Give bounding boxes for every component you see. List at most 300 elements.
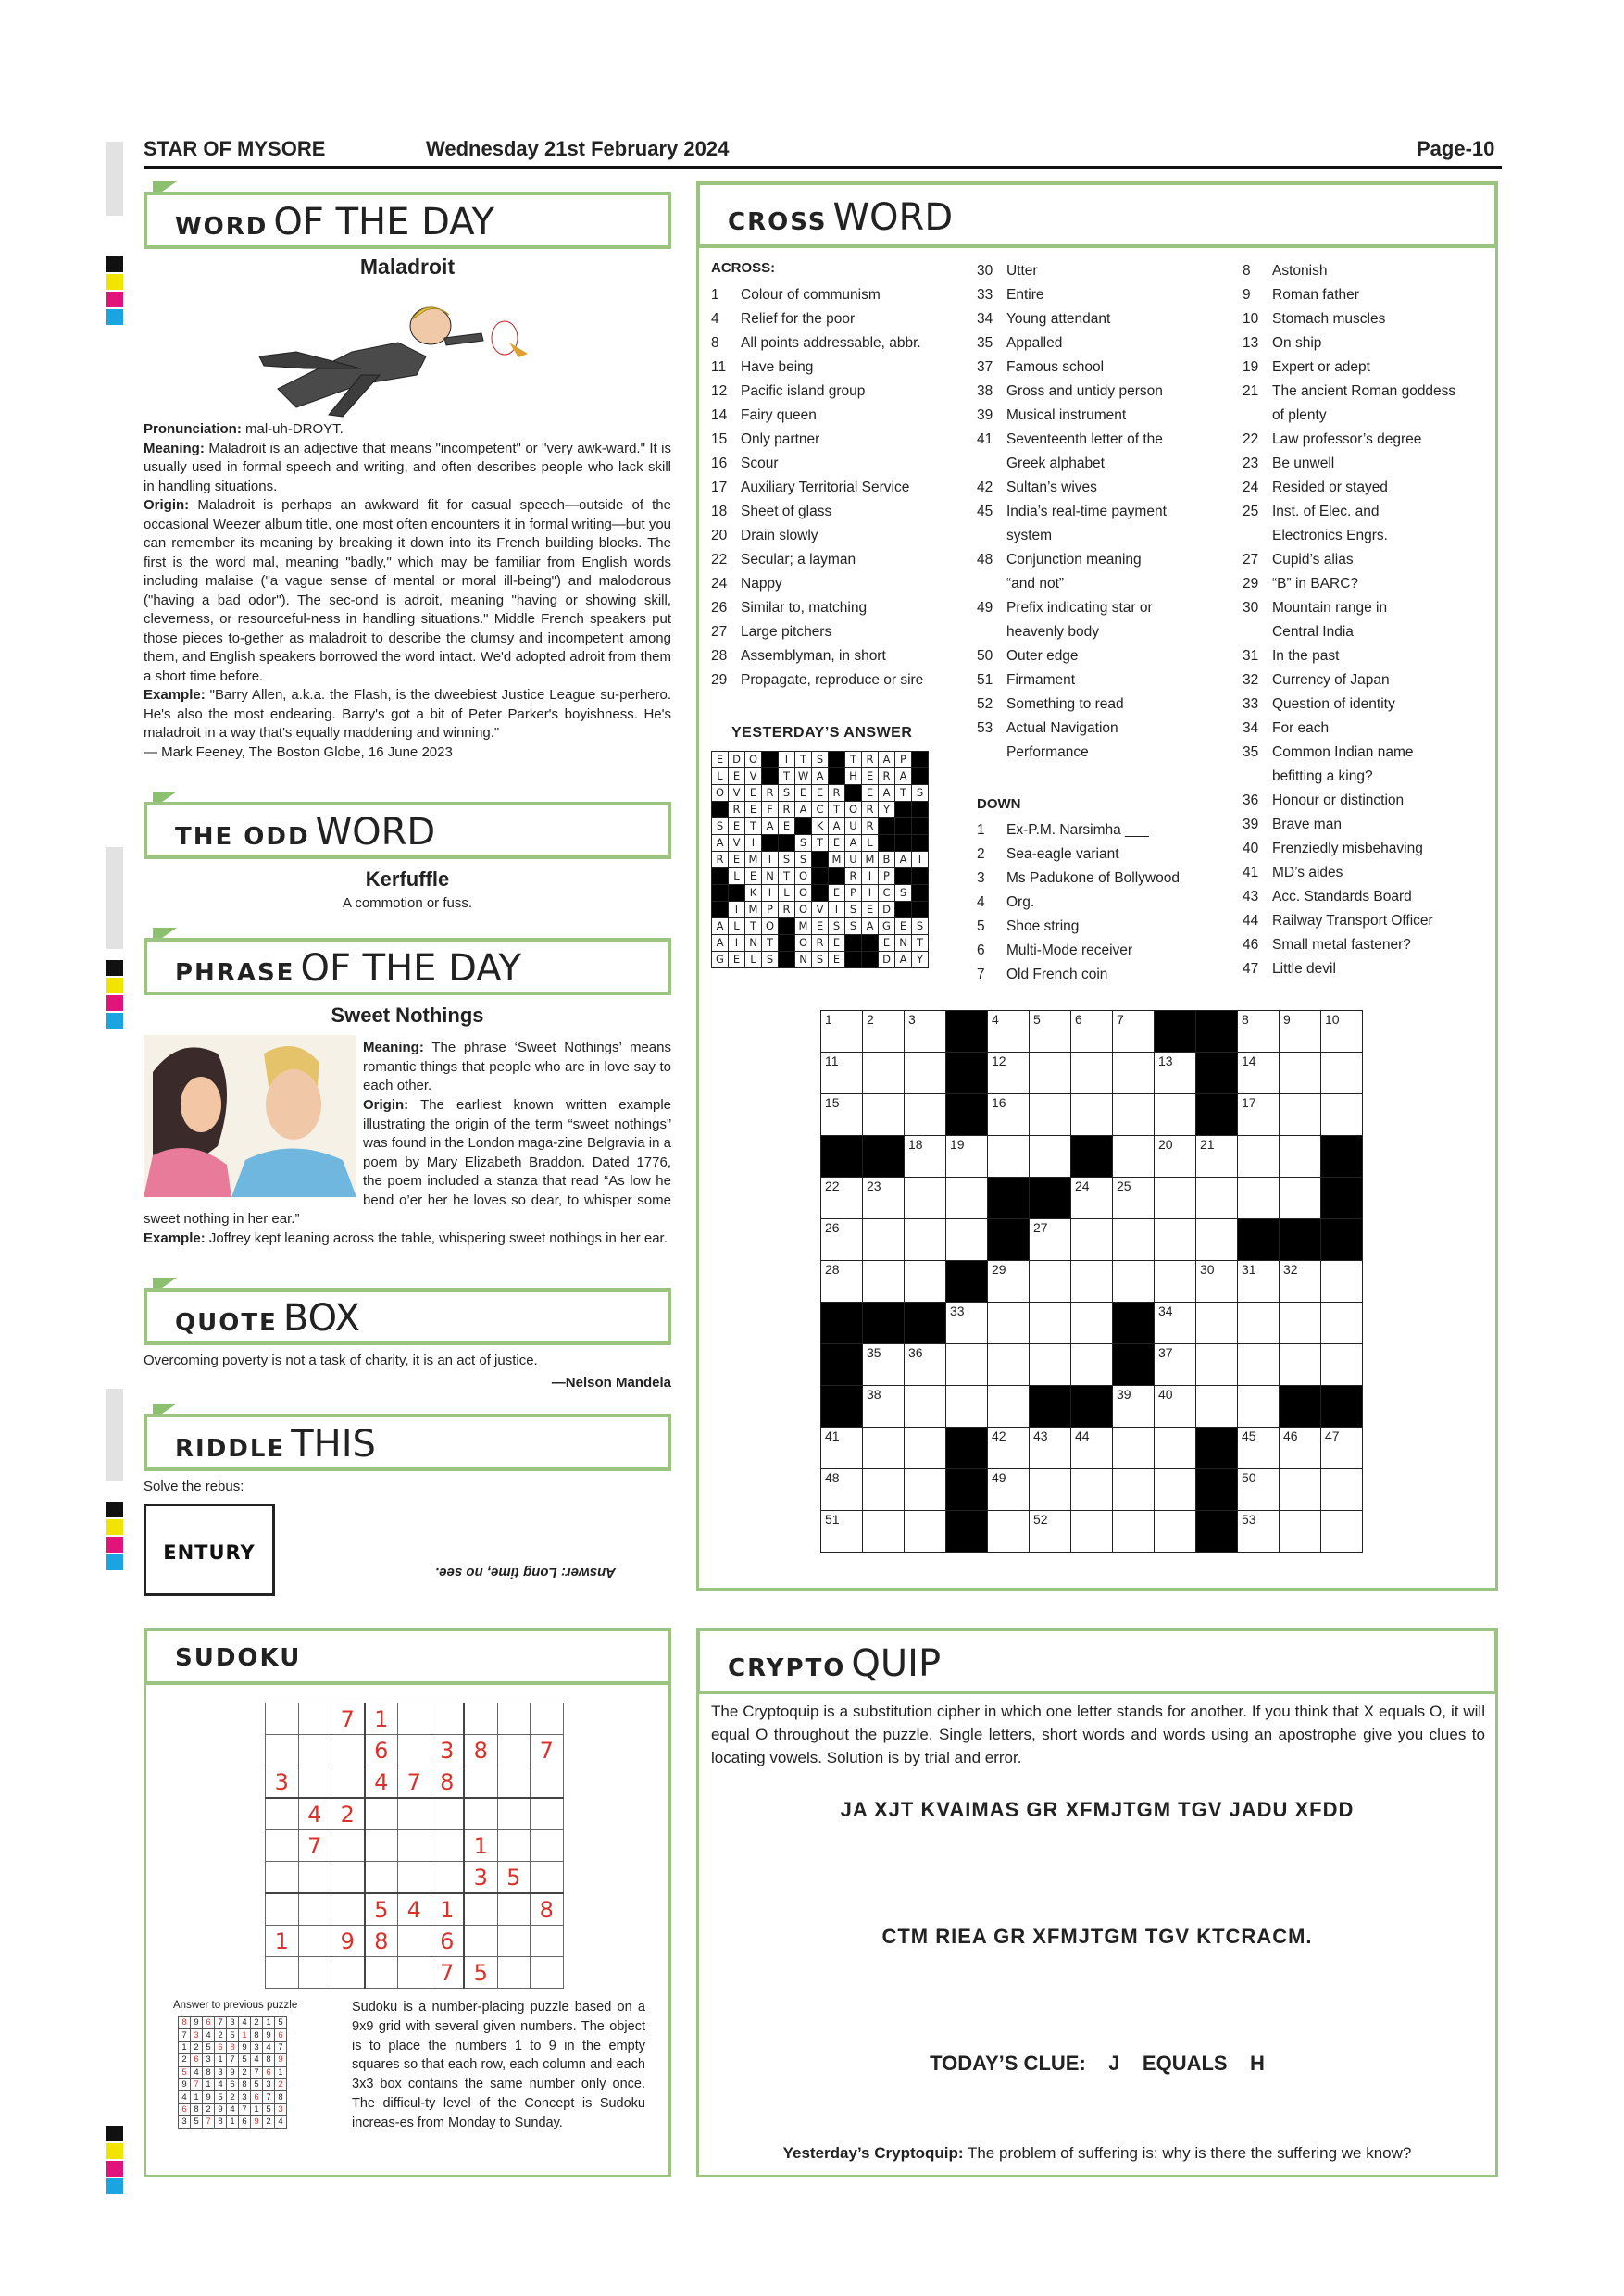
sudoku-answer-cell: 8 — [275, 2091, 287, 2103]
crossword-cell[interactable] — [1196, 1344, 1238, 1386]
clue-number: 20 — [711, 528, 728, 543]
crossword-cell[interactable] — [1196, 1303, 1238, 1344]
crossword-cell[interactable] — [863, 1094, 905, 1136]
crossword-cell[interactable] — [1113, 1261, 1155, 1303]
sudoku-cell[interactable] — [531, 1766, 564, 1799]
sudoku-cell[interactable] — [531, 1830, 564, 1862]
sudoku-cell[interactable] — [266, 1893, 299, 1926]
sudoku-cell[interactable] — [298, 1862, 331, 1894]
clue-row — [977, 644, 1167, 668]
cell-number: 7 — [1117, 1012, 1124, 1027]
crossword-cell[interactable] — [1280, 1428, 1321, 1469]
sudoku-cell: 7 — [298, 1830, 331, 1862]
crossword-cell[interactable] — [1155, 1094, 1196, 1136]
crossword-block — [905, 1303, 946, 1344]
clue-row — [1243, 307, 1455, 331]
clue-number: 29 — [711, 672, 728, 688]
crossword-cell[interactable] — [1321, 1469, 1363, 1511]
crossword-cell[interactable] — [821, 1511, 863, 1553]
registration-mark — [106, 978, 123, 993]
clue-row — [1243, 717, 1455, 741]
crossword-cell[interactable] — [821, 1219, 863, 1261]
crossword-cell[interactable] — [988, 1386, 1030, 1428]
crossword-cell[interactable] — [1030, 1094, 1071, 1136]
crossword-cell[interactable] — [863, 1011, 905, 1053]
crossword-cell[interactable] — [988, 1303, 1030, 1344]
sudoku-cell[interactable] — [266, 1830, 299, 1862]
crossword-cell[interactable] — [1280, 1178, 1321, 1219]
clue-row — [977, 283, 1167, 307]
sudoku-cell: 8 — [431, 1766, 464, 1799]
sudoku-answer-cell: 1 — [251, 2103, 263, 2115]
crossword-cell[interactable] — [1071, 1011, 1113, 1053]
crossword-cell[interactable] — [905, 1344, 946, 1386]
crossword-cell[interactable] — [1280, 1469, 1321, 1511]
crossword-cell[interactable] — [863, 1053, 905, 1094]
sudoku-answer-cell: 4 — [263, 2041, 275, 2053]
answer-letter: S — [912, 918, 929, 935]
sudoku-cell[interactable] — [497, 1957, 531, 1989]
meaning-text: Maladroit is an adjective that means "incompetent" or "very awk-ward." It is usually used in formal speech and writing, and often describes people who lack skill in handling situations. — [144, 440, 671, 494]
sudoku-cell[interactable] — [464, 1893, 497, 1926]
sudoku-cell[interactable] — [497, 1703, 531, 1735]
crossword-cell[interactable] — [1196, 1136, 1238, 1178]
sudoku-cell[interactable] — [531, 1957, 564, 1989]
cell-number: 43 — [1033, 1429, 1048, 1443]
clue-text: Nappy — [741, 576, 782, 592]
crossword-cell[interactable] — [863, 1178, 905, 1219]
crossword-cell[interactable] — [1280, 1261, 1321, 1303]
answer-letter: E — [729, 852, 745, 868]
crossword-cell[interactable] — [988, 1053, 1030, 1094]
crossword-cell[interactable] — [863, 1428, 905, 1469]
sudoku-cell[interactable] — [497, 1766, 531, 1799]
registration-mark — [106, 2161, 123, 2177]
sudoku-answer-cell: 1 — [227, 2116, 239, 2128]
crossword-cell[interactable] — [1155, 1428, 1196, 1469]
clue-text: Railway Transport Officer — [1272, 913, 1433, 929]
crossword-cell[interactable] — [946, 1386, 988, 1428]
sudoku-cell: 5 — [464, 1957, 497, 1989]
crossword-cell[interactable] — [1238, 1511, 1280, 1553]
registration-mark — [106, 274, 123, 290]
answer-block — [712, 902, 729, 918]
sudoku-cell[interactable] — [464, 1798, 497, 1830]
crossword-cell[interactable] — [1155, 1053, 1196, 1094]
answer-letter: T — [762, 935, 779, 952]
answer-letter: T — [812, 835, 829, 852]
sudoku-cell[interactable] — [398, 1957, 431, 1989]
crossword-cell[interactable] — [905, 1469, 946, 1511]
crossword-cell[interactable] — [905, 1094, 946, 1136]
answer-letter: M — [862, 852, 879, 868]
sudoku-answer-cell: 4 — [239, 2017, 251, 2029]
sudoku-cell[interactable] — [431, 1830, 464, 1862]
crossword-cell[interactable] — [1321, 1094, 1363, 1136]
crossword-cell[interactable] — [1321, 1261, 1363, 1303]
sudoku-cell[interactable] — [431, 1862, 464, 1894]
sudoku-cell[interactable] — [398, 1703, 431, 1735]
crossword-cell[interactable] — [1280, 1011, 1321, 1053]
example-text: "Barry Allen, a.k.a. the Flash, is the dweebiest Justice League su-perhero. He's also the most endearing. Barry's got a bit of Peter Parker's boyishness. He's maladroit in a way that's equally maddening and winning." — [144, 687, 672, 741]
sudoku-cell[interactable] — [298, 1703, 331, 1735]
sudoku-answer-cell: 2 — [239, 2066, 251, 2078]
answer-letter: A — [712, 835, 729, 852]
clue-text: Cupid’s alias — [1272, 552, 1354, 568]
cell-number: 22 — [825, 1179, 840, 1193]
clue-text: Shoe string — [1006, 918, 1080, 934]
sudoku-cell[interactable] — [298, 1735, 331, 1766]
crossword-cell[interactable] — [1113, 1511, 1155, 1553]
crossword-cell[interactable] — [1155, 1136, 1196, 1178]
sudoku-cell[interactable] — [365, 1957, 398, 1989]
sudoku-cell[interactable] — [431, 1798, 464, 1830]
sudoku-cell[interactable] — [464, 1926, 497, 1957]
crossword-cell[interactable] — [1113, 1136, 1155, 1178]
sudoku-cell[interactable] — [298, 1893, 331, 1926]
sudoku-answer-cell: 1 — [275, 2066, 287, 2078]
crossword-cell[interactable] — [1071, 1094, 1113, 1136]
clue-row — [977, 307, 1167, 331]
clue-number: 33 — [1243, 696, 1259, 712]
registration-mark — [106, 256, 123, 272]
label: Example: — [144, 1229, 206, 1246]
crossword-cell[interactable] — [1113, 1428, 1155, 1469]
clue-row — [977, 939, 1180, 963]
crossword-cell[interactable] — [905, 1136, 946, 1178]
sudoku-cell[interactable] — [497, 1830, 531, 1862]
clue-number: 39 — [1243, 817, 1259, 832]
crossword-cell[interactable] — [1238, 1136, 1280, 1178]
crossword-cell[interactable] — [946, 1219, 988, 1261]
crossword-cell[interactable] — [1321, 1428, 1363, 1469]
sudoku-cell[interactable] — [365, 1830, 398, 1862]
sudoku-cell[interactable] — [431, 1703, 464, 1735]
crossword-cell[interactable] — [1030, 1428, 1071, 1469]
crossword-cell[interactable] — [1113, 1469, 1155, 1511]
crossword-cell[interactable] — [1030, 1261, 1071, 1303]
sudoku-cell[interactable] — [464, 1703, 497, 1735]
answer-block — [795, 818, 812, 835]
crossword-cell[interactable] — [821, 1428, 863, 1469]
sudoku-cell[interactable] — [497, 1893, 531, 1926]
answer-letter: O — [795, 868, 812, 885]
sudoku-cell[interactable] — [365, 1798, 398, 1830]
crossword-cell[interactable] — [1113, 1178, 1155, 1219]
answer-letter: S — [845, 918, 862, 935]
crossword-cell[interactable] — [1113, 1219, 1155, 1261]
crossword-block — [1196, 1094, 1238, 1136]
crossword-cell[interactable] — [1071, 1219, 1113, 1261]
crossword-cell[interactable] — [1155, 1344, 1196, 1386]
crossword-cell[interactable] — [1071, 1303, 1113, 1344]
sudoku-cell[interactable] — [464, 1766, 497, 1799]
clue-text: Roman father — [1272, 287, 1359, 303]
crossword-cell[interactable] — [988, 1428, 1030, 1469]
answer-letter: A — [845, 835, 862, 852]
crossword-cell[interactable] — [946, 1136, 988, 1178]
sudoku-answer-cell: 5 — [275, 2017, 287, 2029]
registration-mark — [106, 1537, 123, 1553]
yesterday-answer-grid — [711, 751, 929, 968]
crossword-block — [1321, 1136, 1363, 1178]
crossword-cell[interactable] — [1238, 1303, 1280, 1344]
crossword-cell[interactable] — [988, 1136, 1030, 1178]
clue-text: system — [1006, 528, 1053, 543]
sudoku-cell[interactable] — [266, 1862, 299, 1894]
crossword-cell[interactable] — [1155, 1178, 1196, 1219]
crossword-cell[interactable] — [905, 1511, 946, 1553]
crossword-cell[interactable] — [1321, 1011, 1363, 1053]
clue-text: Electronics Engrs. — [1272, 528, 1388, 543]
crossword-cell[interactable] — [821, 1178, 863, 1219]
crossword-cell[interactable] — [905, 1178, 946, 1219]
clue-number: 50 — [977, 648, 993, 664]
crossword-cell[interactable] — [1280, 1303, 1321, 1344]
clue-text: Be unwell — [1272, 455, 1335, 471]
crossword-cell[interactable] — [1155, 1511, 1196, 1553]
sudoku-cell[interactable] — [398, 1862, 431, 1894]
clue-number: 12 — [711, 383, 728, 399]
crossword-block — [1071, 1386, 1113, 1428]
answer-letter: N — [762, 868, 779, 885]
crossword-cell[interactable] — [1155, 1261, 1196, 1303]
sudoku-cell[interactable] — [531, 1703, 564, 1735]
crossword-cell[interactable] — [1030, 1011, 1071, 1053]
crossword-cell[interactable] — [1196, 1386, 1238, 1428]
crossword-cell[interactable] — [1113, 1094, 1155, 1136]
answer-letter: A — [879, 785, 895, 802]
crossword-cell[interactable] — [1030, 1136, 1071, 1178]
label: Example: — [144, 687, 206, 703]
sudoku-cell[interactable] — [298, 1926, 331, 1957]
crossword-cell[interactable] — [1196, 1178, 1238, 1219]
crossword-cell[interactable] — [988, 1344, 1030, 1386]
crossword-block — [821, 1303, 863, 1344]
clue-number: 16 — [711, 455, 728, 471]
answer-block — [912, 802, 929, 818]
clue-text: Secular; a layman — [741, 552, 856, 568]
clue-text: Only partner — [741, 431, 820, 447]
section-title-small: THE ODD — [175, 823, 310, 851]
crossword-cell[interactable] — [1030, 1469, 1071, 1511]
crossword-grid — [820, 1010, 1363, 1553]
clue-number: 30 — [977, 263, 993, 279]
sudoku-cell[interactable] — [398, 1830, 431, 1862]
sudoku-cell[interactable] — [531, 1798, 564, 1830]
sudoku-cell[interactable] — [266, 1798, 299, 1830]
crossword-cell[interactable] — [821, 1469, 863, 1511]
crossword-cell[interactable] — [1155, 1386, 1196, 1428]
crossword-cell[interactable] — [1071, 1344, 1113, 1386]
sudoku-cell[interactable] — [497, 1926, 531, 1957]
sudoku-cell[interactable] — [331, 1830, 365, 1862]
crossword-block — [988, 1219, 1030, 1261]
section-title-large: WORD — [832, 196, 954, 239]
crossword-cell[interactable] — [1321, 1053, 1363, 1094]
crossword-cell[interactable] — [988, 1094, 1030, 1136]
answer-letter: U — [845, 852, 862, 868]
label: Meaning: — [363, 1040, 424, 1055]
answer-letter: E — [862, 785, 879, 802]
sudoku-answer-cell: 8 — [227, 2041, 239, 2053]
crossword-cell[interactable] — [1238, 1261, 1280, 1303]
crossword-cell[interactable] — [863, 1386, 905, 1428]
sudoku-cell[interactable] — [331, 1957, 365, 1989]
origin-text: Maladroit is perhaps an awkward fit for casual speech—outside of the occasional Weezer album title, one most often encounters it in formal writing—but you can remember its meaning by breaking it down into its French building blocks. The first is the word mal, meaning "badly," which may be familiar from English words including malaise ("a vague sense of mental or moral ill-being") and malodorous ("having a bad odor"). The sec-ond is adroit, meaning "having or showing skill, cleverness, or resourceful-ness in handling situations." Middle French speakers put those pieces to-gether as maladroit to describe the clumsy and incompetent among them, and English speakers borrowed the word intact. We'd adopted adroit from them a short time before. — [144, 497, 671, 684]
clue-text: Central India — [1272, 624, 1354, 640]
crossword-cell[interactable] — [905, 1386, 946, 1428]
sudoku-answer-cell: 7 — [239, 2103, 251, 2115]
sudoku-cell[interactable] — [398, 1735, 431, 1766]
answer-letter: S — [762, 952, 779, 968]
rebus-box — [144, 1504, 275, 1596]
sudoku-cell[interactable] — [266, 1957, 299, 1989]
cryptoquip-yesterday — [696, 2144, 1498, 2163]
answer-letter: P — [762, 902, 779, 918]
crossword-cell[interactable] — [988, 1469, 1030, 1511]
rebus-text: ENTURY — [163, 1541, 256, 1564]
sudoku-cell[interactable] — [497, 1735, 531, 1766]
crossword-cell[interactable] — [1071, 1511, 1113, 1553]
crossword-cell[interactable] — [946, 1178, 988, 1219]
crossword-cell[interactable] — [1238, 1428, 1280, 1469]
crossword-cell[interactable] — [863, 1511, 905, 1553]
clue-text: Prefix indicating star or — [1006, 600, 1153, 616]
answer-letter: C — [812, 802, 829, 818]
crossword-cell[interactable] — [1030, 1344, 1071, 1386]
crossword-cell[interactable] — [946, 1303, 988, 1344]
crossword-cell[interactable] — [1113, 1386, 1155, 1428]
clue-row — [1243, 596, 1455, 620]
crossword-cell[interactable] — [1280, 1344, 1321, 1386]
crossword-cell[interactable] — [1030, 1219, 1071, 1261]
crossword-cell[interactable] — [1155, 1469, 1196, 1511]
sudoku-cell[interactable] — [365, 1862, 398, 1894]
crossword-cell[interactable] — [863, 1261, 905, 1303]
crossword-cell[interactable] — [946, 1344, 988, 1386]
sudoku-cell: 7 — [398, 1766, 431, 1799]
crossword-cell[interactable] — [905, 1428, 946, 1469]
crossword-cell[interactable] — [821, 1094, 863, 1136]
crossword-cell[interactable] — [1113, 1011, 1155, 1053]
crossword-cell[interactable] — [1030, 1053, 1071, 1094]
crossword-cell[interactable] — [1238, 1178, 1280, 1219]
clue-row — [977, 331, 1167, 356]
crossword-cell[interactable] — [1071, 1261, 1113, 1303]
crossword-cell[interactable] — [1238, 1094, 1280, 1136]
sudoku-cell[interactable] — [298, 1957, 331, 1989]
sudoku-cell[interactable] — [531, 1926, 564, 1957]
crossword-cell[interactable] — [1238, 1344, 1280, 1386]
clue-number: 35 — [1243, 744, 1259, 760]
clue-number: 31 — [1243, 648, 1259, 664]
sudoku-cell[interactable] — [266, 1703, 299, 1735]
crossword-cell[interactable] — [1196, 1219, 1238, 1261]
crossword-cell[interactable] — [1071, 1469, 1113, 1511]
clue-number: 24 — [1243, 480, 1259, 495]
crossword-cell[interactable] — [988, 1011, 1030, 1053]
sudoku-cell[interactable] — [331, 1893, 365, 1926]
sudoku-cell[interactable] — [398, 1926, 431, 1957]
crossword-cell[interactable] — [1238, 1469, 1280, 1511]
sudoku-answer-cell: 4 — [251, 2054, 263, 2066]
crossword-cell[interactable] — [1071, 1053, 1113, 1094]
sudoku-cell[interactable] — [298, 1766, 331, 1799]
crossword-cell[interactable] — [1280, 1511, 1321, 1553]
crossword-cell[interactable] — [1030, 1511, 1071, 1553]
crossword-cell[interactable] — [1321, 1303, 1363, 1344]
cell-number: 16 — [992, 1095, 1006, 1110]
clue-row — [711, 428, 923, 452]
crossword-cell[interactable] — [821, 1011, 863, 1053]
crossword-cell[interactable] — [1071, 1178, 1113, 1219]
crossword-cell[interactable] — [905, 1053, 946, 1094]
answer-block — [845, 935, 862, 952]
sudoku-cell[interactable] — [266, 1735, 299, 1766]
sudoku-cell[interactable] — [331, 1862, 365, 1894]
crossword-cell[interactable] — [863, 1344, 905, 1386]
crossword-cell[interactable] — [1113, 1053, 1155, 1094]
crossword-cell[interactable] — [988, 1511, 1030, 1553]
sudoku-answer-cell: 6 — [275, 2029, 287, 2041]
clue-row — [1243, 476, 1455, 500]
crossword-cell[interactable] — [863, 1469, 905, 1511]
section-title-small: PHRASE — [175, 959, 295, 987]
crossword-cell[interactable] — [1238, 1386, 1280, 1428]
crossword-cell[interactable] — [1238, 1053, 1280, 1094]
crossword-block — [1280, 1219, 1321, 1261]
sudoku-cell: 3 — [266, 1766, 299, 1799]
cell-number: 6 — [1075, 1012, 1082, 1027]
crossword-cell[interactable] — [1321, 1511, 1363, 1553]
answer-letter: O — [845, 802, 862, 818]
sudoku-cell[interactable] — [398, 1798, 431, 1830]
sudoku-cell[interactable] — [497, 1798, 531, 1830]
crossword-cell[interactable] — [905, 1219, 946, 1261]
crossword-cell[interactable] — [1280, 1053, 1321, 1094]
answer-letter: N — [895, 935, 912, 952]
sudoku-cell[interactable] — [331, 1735, 365, 1766]
crossword-cell[interactable] — [1030, 1303, 1071, 1344]
clue-text: Small metal fastener? — [1272, 937, 1411, 953]
crossword-cell[interactable] — [905, 1261, 946, 1303]
sudoku-cell[interactable] — [331, 1766, 365, 1799]
cell-number: 33 — [950, 1304, 965, 1318]
registration-bar — [106, 1389, 123, 1481]
crossword-cell[interactable] — [821, 1261, 863, 1303]
crossword-cell[interactable] — [863, 1219, 905, 1261]
cell-number: 13 — [1158, 1054, 1173, 1068]
crossword-cell[interactable] — [1071, 1428, 1113, 1469]
crossword-cell[interactable] — [1321, 1344, 1363, 1386]
crossword-cell[interactable] — [905, 1011, 946, 1053]
crossword-cell[interactable] — [1280, 1094, 1321, 1136]
cell-number: 27 — [1033, 1220, 1048, 1235]
answer-block — [912, 768, 929, 785]
crossword-cell[interactable] — [1280, 1136, 1321, 1178]
phrase-of-day-header — [144, 938, 671, 995]
crossword-cell[interactable] — [1155, 1303, 1196, 1344]
sudoku-cell[interactable] — [531, 1862, 564, 1894]
crossword-cell[interactable] — [988, 1261, 1030, 1303]
answer-block — [762, 752, 779, 768]
crossword-cell[interactable] — [821, 1053, 863, 1094]
crossword-cell[interactable] — [1238, 1011, 1280, 1053]
crossword-cell[interactable] — [1196, 1261, 1238, 1303]
crossword-cell[interactable] — [1155, 1219, 1196, 1261]
clue-row — [711, 356, 923, 380]
